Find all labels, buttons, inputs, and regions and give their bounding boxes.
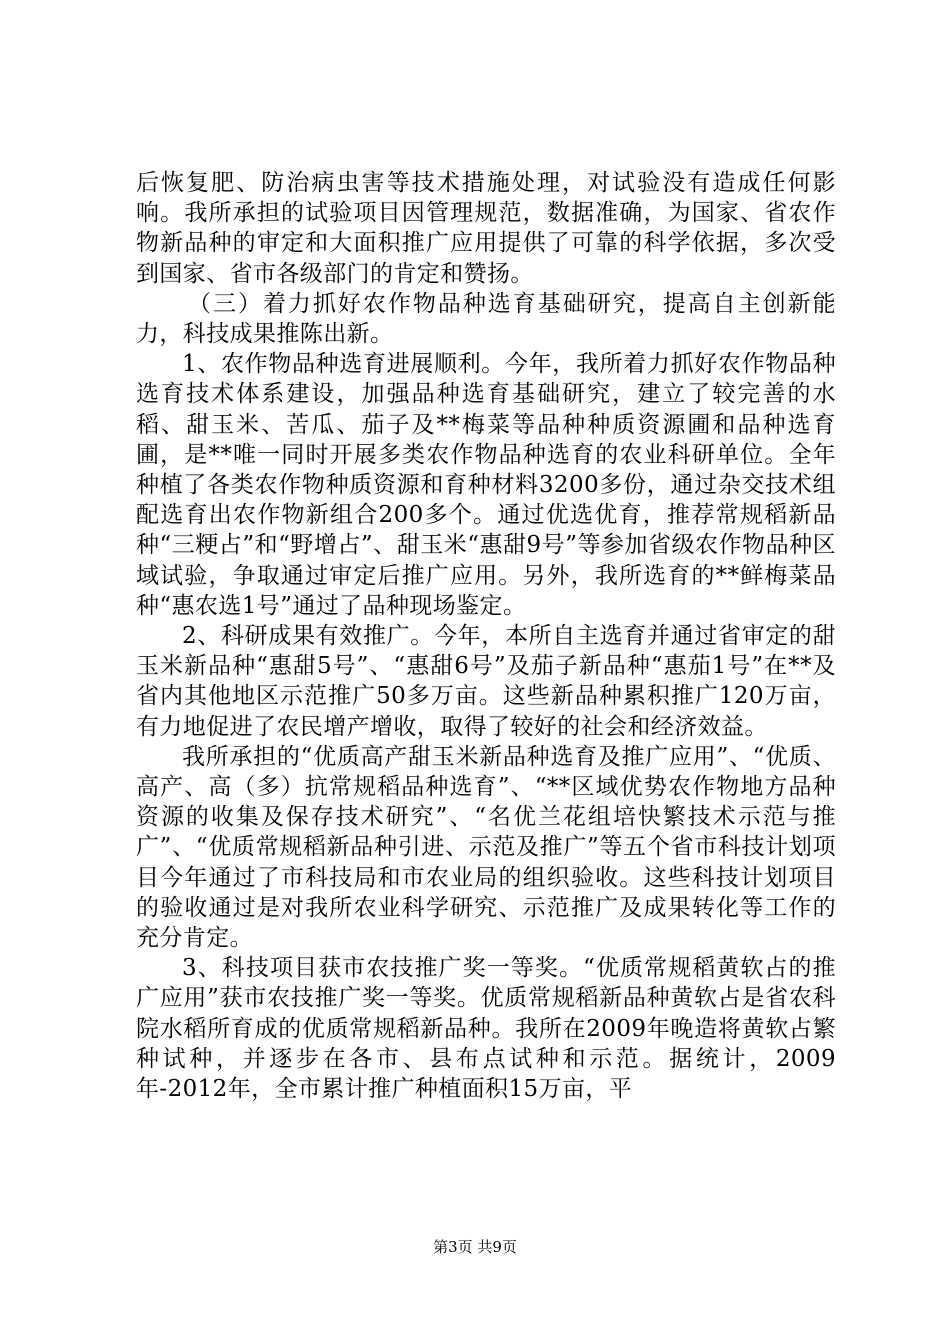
paragraph-projects: 我所承担的“优质高产甜玉米新品种选育及推广应用”、“优质、高产、高（多）抗常规稻品种选育”、“**区域优势农作物地方品种资源的收集及保存技术研究”、“名优兰花组培快繁技术示范与推广”、“优质常规稻新品种引进、示范及推广”等五个省市科技计划项目今年通过了市科技局和市农业局的组织验收。这些科技计划项目的验收通过是对我所农业科学研究、示范推广及成果转化等工作的充分肯定。 bbox=[136, 743, 836, 952]
paragraph-item-2: 2、科研成果有效推广。今年，本所自主选育并通过省审定的甜玉米新品种“惠甜5号”、“惠甜6号”及茄子新品种“惠茄1号”在**及省内其他地区示范推广50多万亩。这些新品种累积推广120万亩，有力地促进了农民增产增收，取得了较好的社会和经济效益。 bbox=[136, 623, 836, 740]
document-body bbox=[136, 168, 836, 1104]
page-footer: 第3页 共9页 bbox=[433, 1238, 517, 1256]
paragraph-item-1: 1、农作物品种选育进展顺利。今年，我所着力抓好农作物品种选育技术体系建设，加强品种选育基础研究，建立了较完善的水稻、甜玉米、苦瓜、茄子及**梅菜等品种种质资源圃和品种选育圃，是**唯一同时开展多类农作物品种选育的农业科研单位。全年种植了各类农作物种质资源和育种材料3200多份，通过杂交技术组配选育出农作物新组合200多个。通过优选优育，推荐常规稻新品种“三粳占”和“野增占”、甜玉米“惠甜9号”等参加省级农作物品种区域试验，争取通过审定后推广应用。另外，我所选育的**鲜梅菜品种“惠农选1号”通过了品种现场鉴定。 bbox=[136, 351, 836, 619]
section-heading-three: （三）着力抓好农作物品种选育基础研究，提高自主创新能力，科技成果推陈出新。 bbox=[136, 290, 836, 348]
paragraph-item-3: 3、科技项目获市农技推广奖一等奖。“优质常规稻黄软占的推广应用”获市农技推广奖一等奖。优质常规稻新品种黄软占是省农科院水稻所育成的优质常规稻新品种。我所在2009年晚造将黄软占繁种试种，并逐步在各市、县布点试种和示范。据统计，2009年-2012年，全市累计推广种植面积15万亩，平 bbox=[136, 955, 836, 1103]
paragraph-continuation: 后恢复肥、防治病虫害等技术措施处理，对试验没有造成任何影响。我所承担的试验项目因管理规范，数据准确，为国家、省农作物新品种的审定和大面积推广应用提供了可靠的科学依据，多次受到国家、省市各级部门的肯定和赞扬。 bbox=[136, 170, 836, 287]
